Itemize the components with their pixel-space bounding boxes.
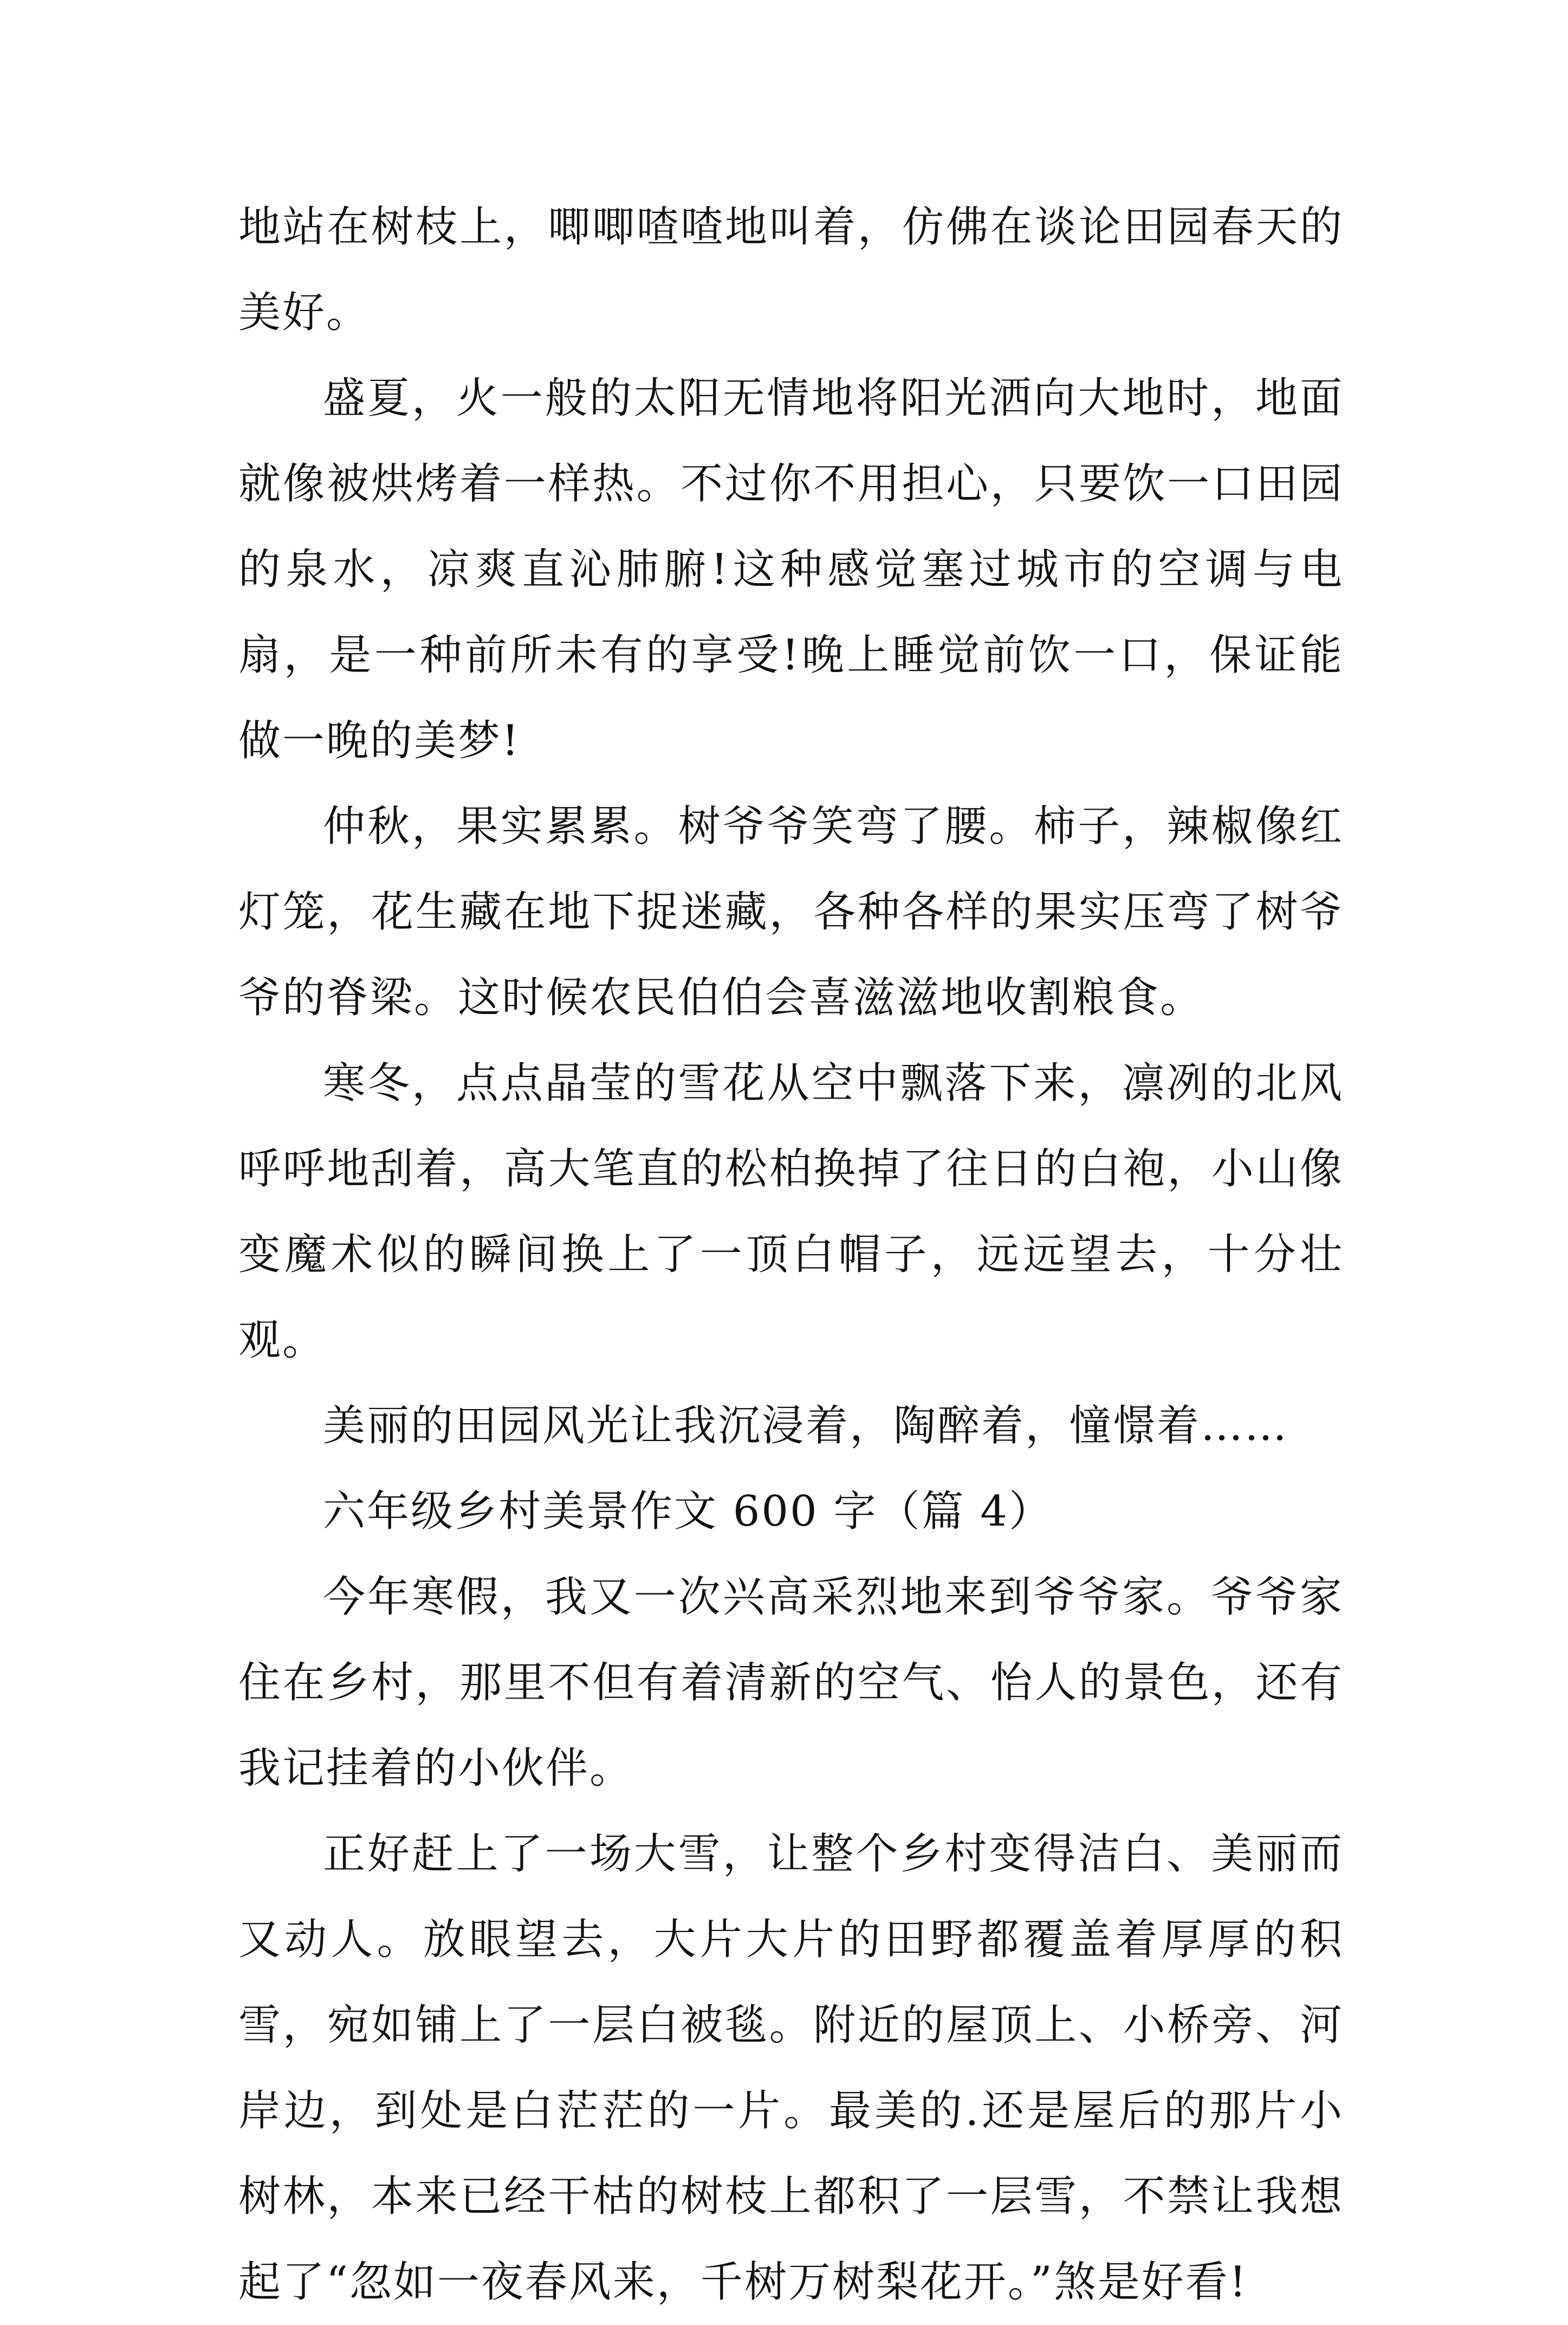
paragraph-summer: 盛夏，火一般的太阳无情地将阳光洒向大地时，地面就像被烘烤着一样热。不过你不用担心，只要饮一口田园的泉水，凉爽直沁肺腑!这种感觉塞过城市的空调与电扇，是一种前所未有的享受!晚上睡觉前饮一口，保证能做一晚的美梦! (238, 374, 1344, 765)
section-heading: 六年级乡村美景作文 600 字（篇 4） (323, 1487, 1053, 1536)
document-body (238, 184, 1344, 2325)
paragraph-closing: 美丽的田园风光让我沉浸着，陶醉着，憧憬着…… (323, 1402, 1289, 1450)
paragraph-autumn: 仲秋，果实累累。树爷爷笑弯了腰。柿子，辣椒像红灯笼，花生藏在地下捉迷藏，各种各样的果实压弯了树爷爷的脊梁。这时候农民伯伯会喜滋滋地收割粮食。 (238, 802, 1344, 1022)
paragraph-winter: 寒冬，点点晶莹的雪花从空中飘落下来，凛冽的北风呼呼地刮着，高大笔直的松柏换掉了往日的白袍，小山像变魔术似的瞬间换上了一顶白帽子，远远望去，十分壮观。 (238, 1059, 1344, 1365)
paragraph-snow-scene: 正好赶上了一场大雪，让整个乡村变得洁白、美丽而又动人。放眼望去，大片大片的田野都覆盖着厚厚的积雪，宛如铺上了一层白被毯。附近的屋顶上、小桥旁、河岸边，到处是白茫茫的一片。最美的.还是屋后的那片小树林，本来已经干枯的树枝上都积了一层雪，不禁让我想起了“忽如一夜春风来，千树万树梨花开。”煞是好看! (238, 1830, 1344, 2307)
paragraph-winter-break: 今年寒假，我又一次兴高采烈地来到爷爷家。爷爷家住在乡村，那里不但有着清新的空气、怡人的景色，还有我记挂着的小伙伴。 (238, 1573, 1344, 1793)
paragraph-spring-end: 地站在树枝上，唧唧喳喳地叫着，仿佛在谈论田园春天的美好。 (238, 203, 1344, 337)
